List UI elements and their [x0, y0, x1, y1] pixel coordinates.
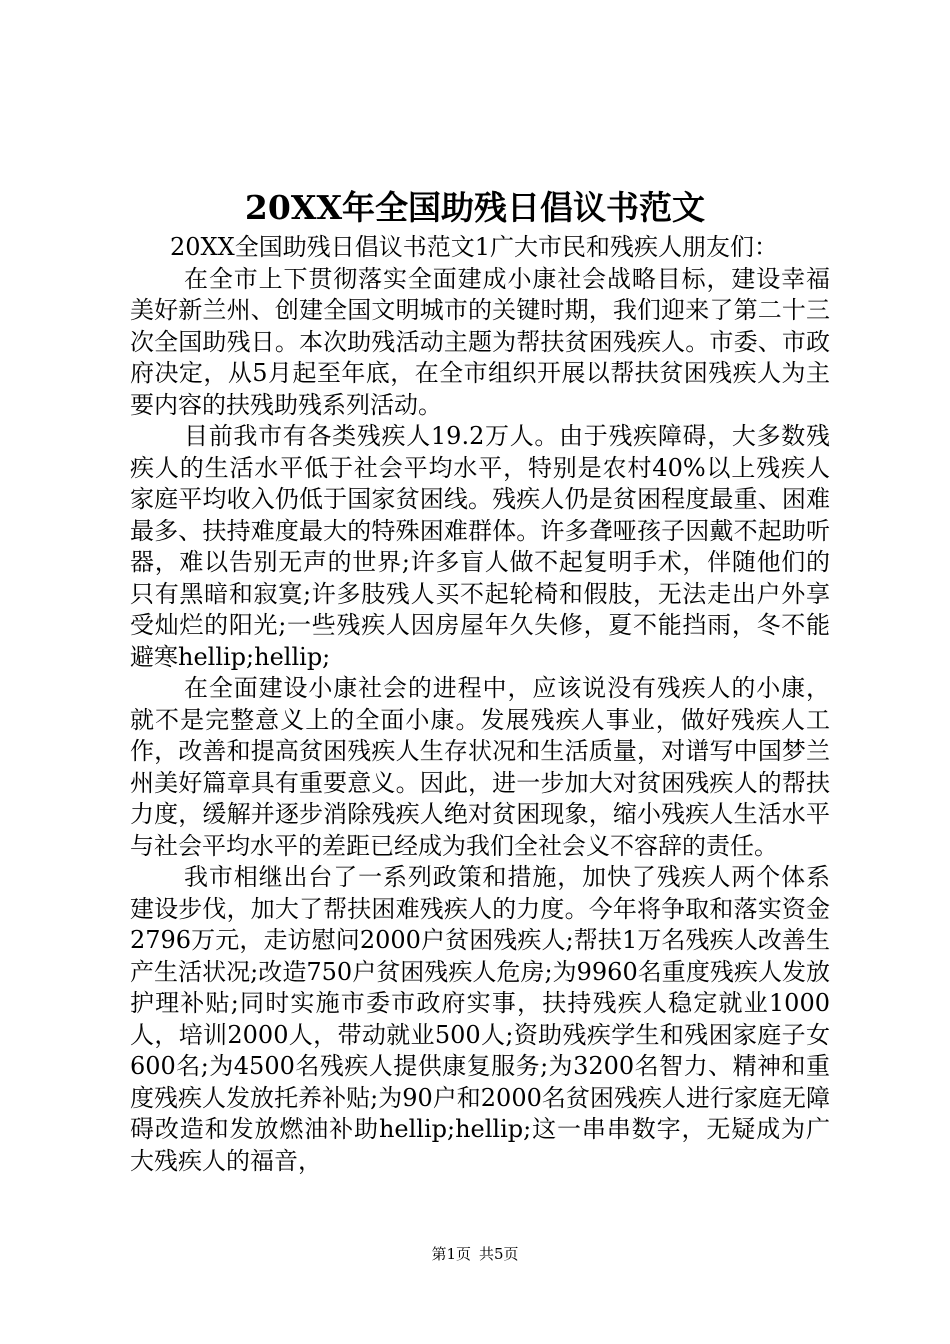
body-paragraph: 目前我市有各类残疾人19.2万人。由于残疾障碍，大多数残疾人的生活水平低于社会平均水平，特别是农村40%以上残疾人家庭平均收入仍低于国家贫困线。残疾人仍是贫困程度最重、困难最多、扶持难度最大的特殊困难群体。许多聋哑孩子因戴不起助听器，难以告别无声的世界;许多盲人做不起复明手术，伴随他们的只有黑暗和寂寞;许多肢残人买不起轮椅和假肢，无法走出户外享受灿烂的阳光;一些残疾人因房屋年久失修，夏不能挡雨，冬不能避寒hellip;hellip; [130, 422, 830, 671]
page-number: 第1页 [431, 1245, 471, 1263]
document-title: 20XX年全国助残日倡议书范文 [244, 188, 706, 227]
body-paragraph: 我市相继出台了一系列政策和措施，加快了残疾人两个体系建设步伐，加大了帮扶困难残疾人的力度。今年将争取和落实资金2796万元，走访慰问2000户贫困残疾人;帮扶1万名残疾人改善生产生活状况;改造750户贫困残疾人危房;为9960名重度残疾人发放护理补贴;同时实施市委市政府实事，扶持残疾人稳定就业1000人，培训2000人，带动就业500人;资助残疾学生和残困家庭子女600名;为4500名残疾人提供康复服务;为3200名智力、精神和重度残疾人发放托养补贴;为90户和2000名贫困残疾人进行家庭无障碍改造和发放燃油补助hellip;hellip;这一串串数字，无疑成为广大残疾人的福音， [130, 863, 830, 1175]
body-paragraph: 在全面建设小康社会的进程中，应该说没有残疾人的小康，就不是完整意义上的全面小康。发展残疾人事业，做好残疾人工作，改善和提高贫困残疾人生存状况和生活质量，对谱写中国梦兰州美好篇章具有重要意义。因此，进一步加大对贫困残疾人的帮扶力度，缓解并逐步消除残疾人绝对贫困现象，缩小残疾人生活水平与社会平均水平的差距已经成为我们全社会义不容辞的责任。 [130, 674, 830, 860]
body-paragraph: 在全市上下贯彻落实全面建成小康社会战略目标，建设幸福美好新兰州、创建全国文明城市的关键时期，我们迎来了第二十三次全国助残日。本次助残活动主题为帮扶贫困残疾人。市委、市政府决定，从5月起至年底，在全市组织开展以帮扶贫困残疾人为主要内容的扶残助残系列活动。 [130, 264, 830, 419]
page-total: 共5页 [479, 1245, 519, 1263]
page-footer [0, 1244, 950, 1264]
greeting-paragraph: 20XX全国助残日倡议书范文1广大市民和残疾人朋友们： [170, 233, 778, 261]
document-body [130, 232, 830, 1177]
